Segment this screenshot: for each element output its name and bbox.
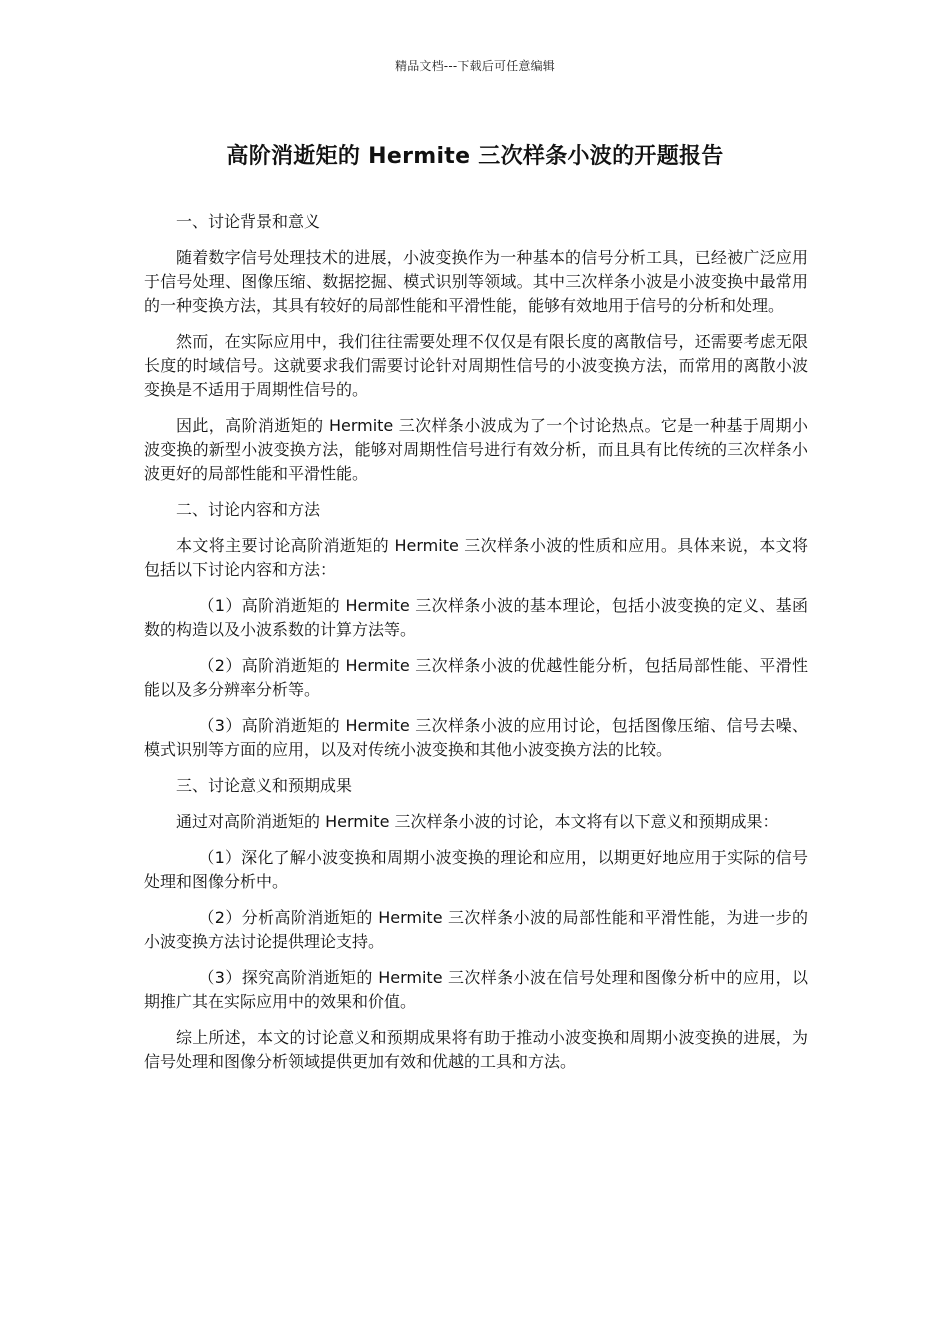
paragraph: 随着数字信号处理技术的进展，小波变换作为一种基本的信号分析工具，已经被广泛应用于信号处理、图像压缩、数据挖掘、模式识别等领域。其中三次样条小波是小波变换中最常用的一种变换方法，其具有较好的局部性能和平滑性能，能够有效地用于信号的分析和处理。 (144, 248, 808, 315)
conclusion-paragraph: 综上所述，本文的讨论意义和预期成果将有助于推动小波变换和周期小波变换的进展，为信号处理和图像分析领域提供更加有效和优越的工具和方法。 (144, 1028, 808, 1071)
list-item: （2）分析高阶消逝矩的 Hermite 三次样条小波的局部性能和平滑性能，为进一步的小波变换方法讨论提供理论支持。 (144, 908, 808, 951)
list-item: （3）探究高阶消逝矩的 Hermite 三次样条小波在信号处理和图像分析中的应用，以期推广其在实际应用中的效果和价值。 (144, 968, 808, 1011)
paragraph: 因此，高阶消逝矩的 Hermite 三次样条小波成为了一个讨论热点。它是一种基于周期小波变换的新型小波变换方法，能够对周期性信号进行有效分析，而且具有比传统的三次样条小波更好的局部性能和平滑性能。 (144, 416, 808, 483)
section-heading-content: 二、讨论内容和方法 (176, 500, 321, 519)
list-item: （1）深化了解小波变换和周期小波变换的理论和应用，以期更好地应用于实际的信号处理和图像分析中。 (144, 848, 808, 891)
paragraph: 通过对高阶消逝矩的 Hermite 三次样条小波的讨论，本文将有以下意义和预期成果： (176, 812, 779, 831)
list-item: （3）高阶消逝矩的 Hermite 三次样条小波的应用讨论，包括图像压缩、信号去噪、模式识别等方面的应用，以及对传统小波变换和其他小波变换方法的比较。 (144, 716, 808, 759)
section-heading-background: 一、讨论背景和意义 (176, 212, 321, 231)
paragraph: 本文将主要讨论高阶消逝矩的 Hermite 三次样条小波的性质和应用。具体来说，本文将包括以下讨论内容和方法： (144, 536, 808, 579)
section-heading-significance: 三、讨论意义和预期成果 (176, 776, 353, 795)
page-header: 精品文档---下载后可任意编辑 (395, 59, 555, 73)
document-body (144, 210, 808, 1086)
document-title: 高阶消逝矩的 Hermite 三次样条小波的开题报告 (226, 144, 724, 169)
list-item: （2）高阶消逝矩的 Hermite 三次样条小波的优越性能分析，包括局部性能、平滑性能以及多分辨率分析等。 (144, 656, 808, 699)
list-item: （1）高阶消逝矩的 Hermite 三次样条小波的基本理论，包括小波变换的定义、基函数的构造以及小波系数的计算方法等。 (144, 596, 808, 639)
paragraph: 然而，在实际应用中，我们往往需要处理不仅仅是有限长度的离散信号，还需要考虑无限长度的时域信号。这就要求我们需要讨论针对周期性信号的小波变换方法，而常用的离散小波变换是不适用于周期性信号的。 (144, 332, 808, 399)
